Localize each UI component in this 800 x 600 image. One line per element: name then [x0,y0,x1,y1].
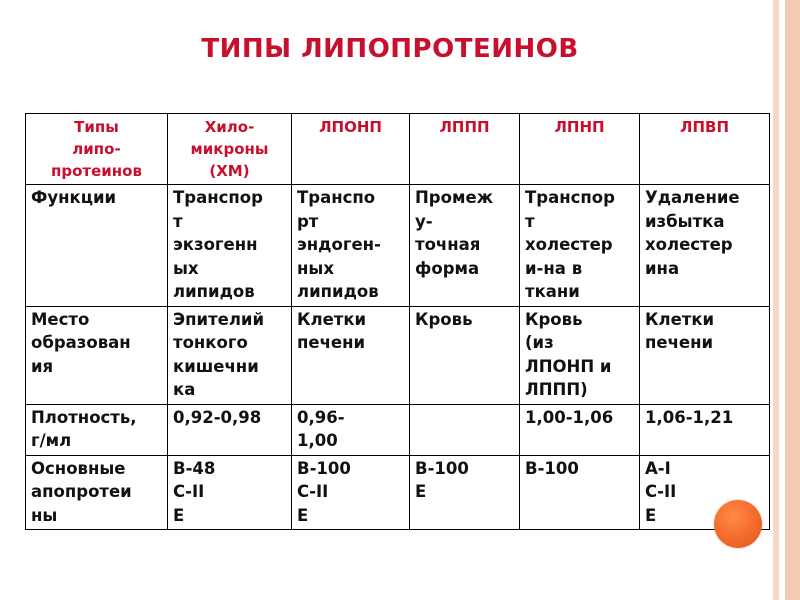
table-row-origin [26,306,770,404]
table-row-apoproteins [26,455,770,530]
lipoprotein-table [25,113,770,530]
table-cell: 1,00-1,06 [520,404,640,455]
decorative-orange-circle [714,500,762,548]
table-row-density [26,404,770,455]
decorative-side-band-outer [785,0,800,600]
header-cell-chylomicrons: Хило- микроны (ХМ) [168,114,292,185]
table-cell: Транспор т холестер и-на в ткани [520,185,640,307]
table-cell: Транспор т экзогенн ых липидов [168,185,292,307]
table-cell: 0,96- 1,00 [292,404,410,455]
table-cell: В-48 С-II Е [168,455,292,530]
row-label: Функции [26,185,168,307]
table-cell: Удаление избытка холестер ина [640,185,770,307]
table-cell: В-100 С-II Е [292,455,410,530]
slide-title: ТИПЫ ЛИПОПРОТЕИНОВ [201,34,579,64]
table-cell: Клетки печени [640,306,770,404]
table-cell: Эпителий тонкого кишечни ка [168,306,292,404]
row-label: Место образован ия [26,306,168,404]
table-cell: Кровь (из ЛПОНП и ЛППП) [520,306,640,404]
table-cell: В-100 Е [410,455,520,530]
table-cell: Транспо рт эндоген- ных липидов [292,185,410,307]
table-cell: В-100 [520,455,640,530]
table-cell: 1,06-1,21 [640,404,770,455]
table-cell: Промеж у- точная форма [410,185,520,307]
header-cell-hdl: ЛПВП [640,114,770,185]
row-label: Основные апопротеи ны [26,455,168,530]
table-cell [410,404,520,455]
header-cell-types: Типы липо- протеинов [26,114,168,185]
header-cell-vldl: ЛПОНП [292,114,410,185]
decorative-side-band [773,0,779,600]
table-header-row [26,114,770,185]
table-cell: Клетки печени [292,306,410,404]
row-label: Плотность, г/мл [26,404,168,455]
header-cell-idl: ЛППП [410,114,520,185]
table-cell: А-I С-II Е [640,455,770,530]
header-cell-ldl: ЛПНП [520,114,640,185]
table-cell: 0,92-0,98 [168,404,292,455]
table-row-functions [26,185,770,307]
lipoprotein-table-wrapper [25,113,770,530]
table-cell: Кровь [410,306,520,404]
